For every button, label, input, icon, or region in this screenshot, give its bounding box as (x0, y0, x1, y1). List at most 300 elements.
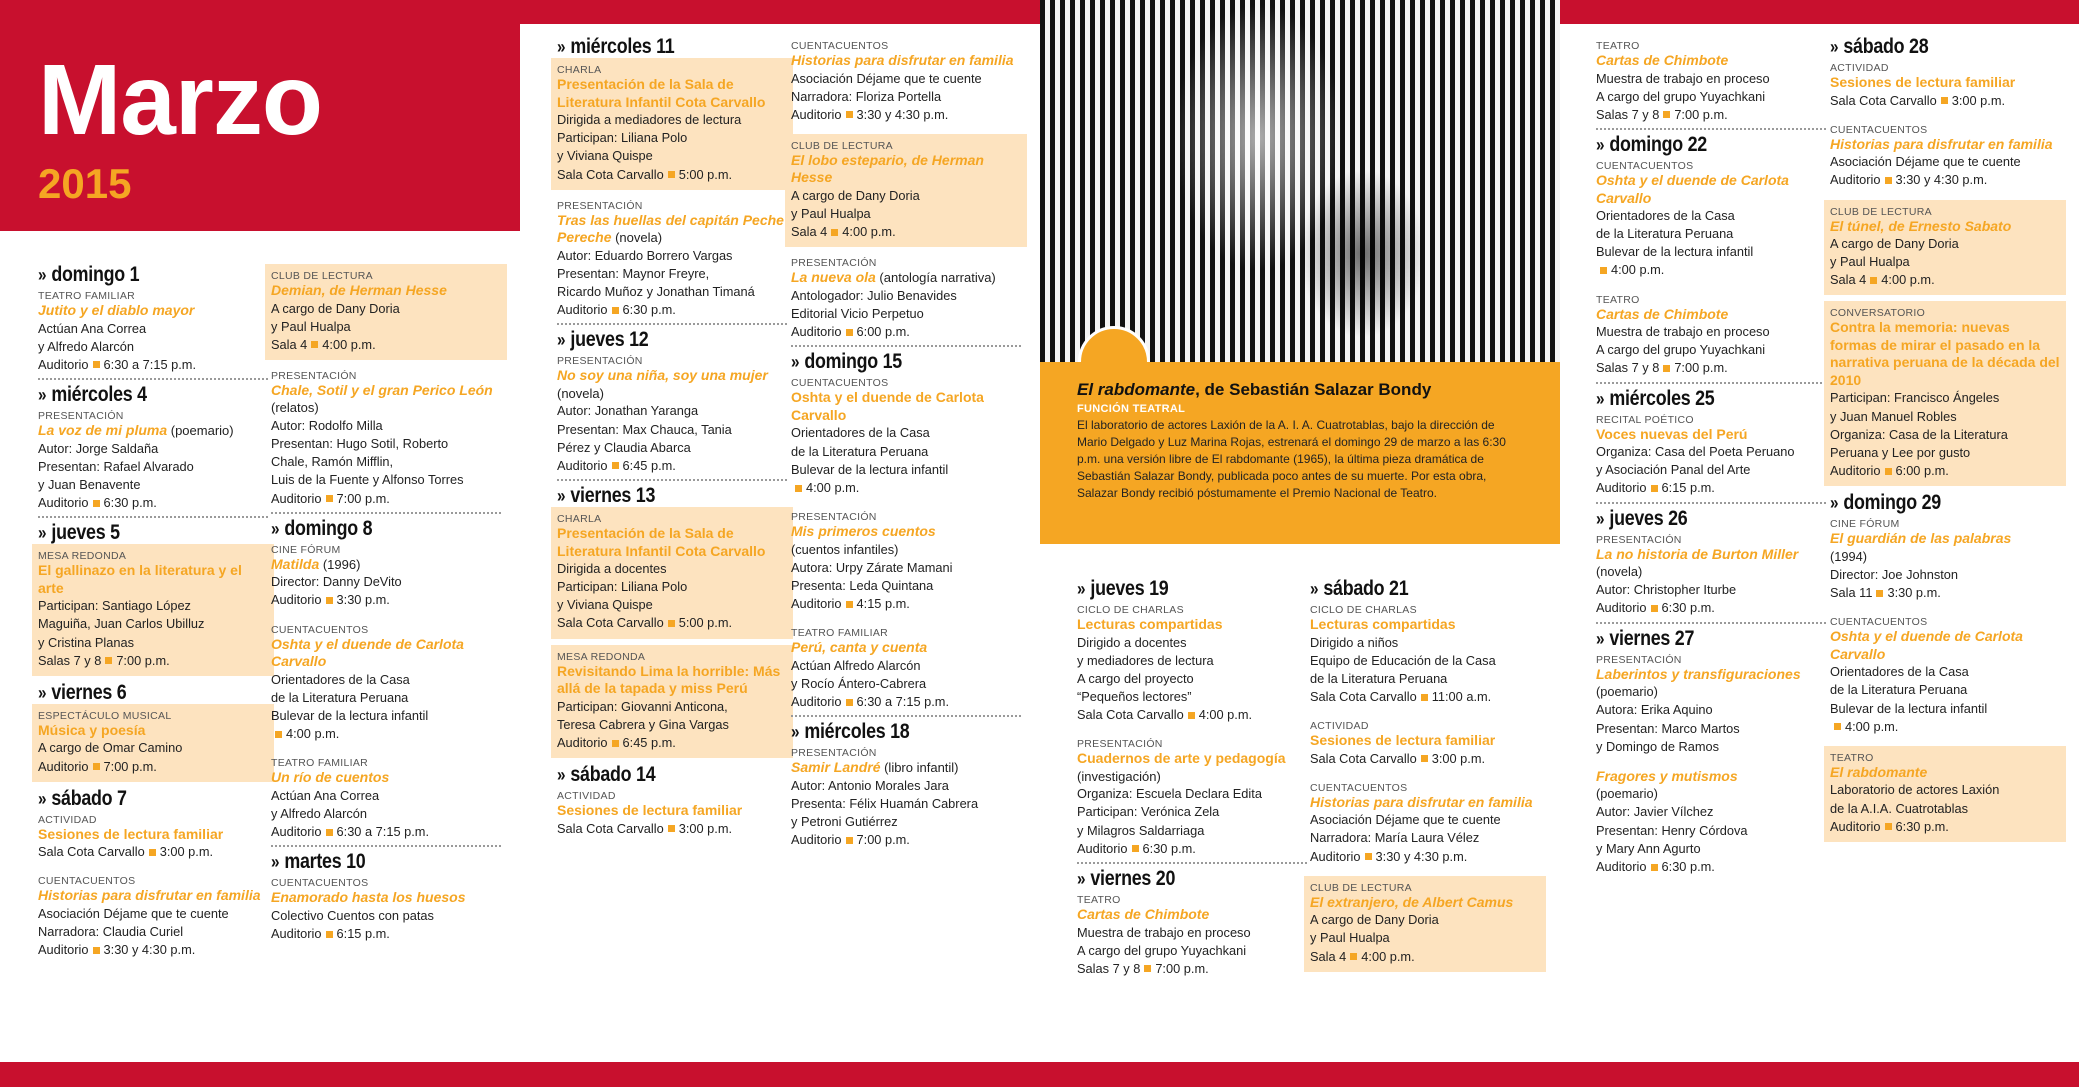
square-bullet-icon (612, 740, 619, 747)
event-title-text: El guardián de las palabras (1830, 530, 2012, 547)
day-heading (38, 788, 234, 810)
double-chevron-icon: » (1310, 579, 1319, 599)
event-title-text: Matilda (271, 555, 320, 572)
event-venue: Auditorio (271, 925, 322, 941)
event-venue: Sala Cota Carvallo (1830, 92, 1937, 108)
event-category: TEATRO FAMILIAR (271, 757, 369, 770)
event-category: CLUB DE LECTURA (1310, 881, 1412, 894)
event-item (1310, 778, 1540, 870)
event-title-text: Demian, de Herman Hesse (271, 282, 447, 298)
event-time: 3:00 p.m. (1951, 92, 2006, 108)
day-label: sábado 7 (51, 786, 127, 810)
event-title (1830, 530, 2060, 548)
event-time: 3:30 p.m. (336, 592, 390, 608)
double-chevron-icon: » (38, 265, 47, 285)
event-item (551, 645, 793, 758)
event-title (557, 367, 787, 402)
event-detail: Antologador: Julio Benavides (791, 287, 957, 303)
square-bullet-icon (1663, 365, 1670, 372)
event-title (557, 212, 787, 247)
square-bullet-icon (1188, 712, 1195, 719)
event-title (1310, 894, 1540, 912)
event-detail: Asociación Déjame que te cuente (791, 70, 982, 86)
day-label: miércoles 25 (1609, 386, 1715, 410)
event-time: 7:00 p.m. (103, 758, 157, 774)
event-detail: Muestra de trabajo en proceso (1077, 924, 1251, 940)
event-title-text: El túnel, de Ernesto Sabato (1830, 217, 2012, 234)
event-item (551, 507, 793, 639)
event-detail: Participan: Liliana Polo (557, 130, 688, 146)
event-detail: Autora: Urpy Zárate Mamani (791, 559, 953, 575)
event-item (791, 623, 1021, 717)
event-title-text: Fragores y mutismos (1596, 767, 1738, 784)
event-detail: A cargo del grupo Yuyachkani (1596, 88, 1766, 104)
square-bullet-icon (326, 597, 333, 604)
event-item (271, 753, 501, 847)
column-2 (271, 264, 501, 953)
event-title-text: Presentación de la Sala de Literatura Infantil Cota Carvallo (557, 525, 766, 559)
event-item (791, 743, 1021, 853)
event-time: 5:00 p.m. (678, 166, 733, 182)
event-detail: Bulevar de la lectura infantil (1830, 700, 1988, 716)
event-item (1310, 716, 1540, 772)
event-title-text: El rabdomante (1830, 763, 1928, 780)
event-venue-time (1596, 479, 1826, 497)
event-time: 6:30 p.m. (1895, 818, 1949, 834)
event-title (791, 52, 1021, 70)
event-detail: A cargo del proyecto (1077, 670, 1194, 686)
column-3 (557, 36, 787, 848)
event-detail: Asociación Déjame que te cuente (38, 905, 229, 921)
event-venue: Sala 4 (791, 224, 828, 240)
event-time: 6:30 p.m. (1661, 600, 1715, 616)
event-title (1310, 794, 1540, 812)
event-venue-time (1077, 840, 1307, 858)
event-detail: A cargo de Dany Doria (791, 187, 920, 203)
event-venue: Auditorio (1830, 172, 1881, 188)
event-venue-time (791, 831, 1021, 849)
event-category: PRESENTACIÓN (557, 199, 643, 212)
event-title (557, 802, 787, 820)
double-chevron-icon: » (271, 518, 280, 539)
event-category: CHARLA (557, 513, 602, 526)
event-detail: Autor: Jonathan Yaranga (557, 403, 699, 419)
event-category: PRESENTACIÓN (1596, 653, 1682, 666)
event-detail: y Alfredo Alarcón (271, 805, 368, 821)
event-item (1596, 530, 1826, 624)
event-category: PRESENTACIÓN (1077, 738, 1163, 751)
double-chevron-icon: » (557, 330, 566, 351)
day-label: viernes 27 (1609, 626, 1695, 650)
square-bullet-icon (1144, 965, 1151, 972)
event-title (271, 889, 501, 907)
event-category: PRESENTACIÓN (557, 355, 643, 368)
event-detail: “Pequeños lectores” (1077, 689, 1192, 705)
event-title-text: Cartas de Chimbote (1596, 305, 1729, 322)
event-venue-time (557, 166, 787, 184)
event-title-note: (investigación) (1077, 768, 1161, 784)
event-title-text: Historias para disfrutar en familia (791, 52, 1014, 68)
event-title-text: Perú, canta y cuenta (791, 639, 928, 656)
event-venue: Sala 4 (271, 336, 308, 352)
event-title (1596, 666, 1826, 684)
day-heading (1596, 388, 1792, 410)
event-title-text: Oshta y el duende de Carlota Carvallo (271, 635, 464, 670)
event-category: CICLO DE CHARLAS (1077, 604, 1184, 617)
event-title (271, 769, 501, 787)
event-title (557, 525, 787, 560)
square-bullet-icon (1885, 468, 1892, 475)
day-label: jueves 19 (1090, 577, 1169, 600)
event-venue-time (791, 479, 1021, 497)
poster-artwork (1040, 0, 1560, 362)
event-item (271, 620, 501, 748)
event-detail: Organiza: Casa de la Literatura (1830, 426, 2008, 442)
event-detail: A cargo del grupo Yuyachkani (1077, 942, 1247, 958)
event-title-text: Cuadernos de arte y pedagogía (1077, 750, 1286, 767)
event-detail: y Cristina Planas (38, 634, 135, 650)
event-category: CUENTACUENTOS (1310, 781, 1408, 794)
day-heading (1310, 578, 1506, 600)
square-bullet-icon (1421, 755, 1428, 762)
event-detail: (poemario) (1596, 684, 1658, 700)
double-chevron-icon: » (1596, 134, 1605, 155)
event-detail: Presentan: Hugo Sotil, Roberto (271, 436, 449, 452)
event-item (1830, 120, 2060, 194)
artwork-shading (1040, 0, 1560, 362)
event-venue: Auditorio (791, 694, 842, 710)
square-bullet-icon (612, 307, 619, 314)
day-label: domingo 22 (1609, 132, 1707, 156)
event-time: 4:00 p.m. (806, 479, 860, 495)
event-venue-time (1310, 750, 1540, 768)
event-item (557, 786, 787, 842)
spacer (38, 963, 268, 969)
column-8 (1830, 36, 2060, 848)
event-venue: Sala 11 (1830, 585, 1873, 601)
event-title-text: Cartas de Chimbote (1596, 52, 1729, 68)
event-title (791, 639, 1021, 657)
event-category: ACTIVIDAD (1830, 62, 1889, 75)
event-title-text: Cartas de Chimbote (1077, 906, 1210, 922)
event-title (271, 556, 501, 574)
event-title-text: La no historia de Burton Miller (1596, 545, 1799, 562)
event-category: CICLO DE CHARLAS (1310, 604, 1417, 617)
day-heading (38, 264, 234, 286)
event-time: 6:30 a 7:15 p.m. (856, 694, 949, 710)
event-detail: y Domingo de Ramos (1596, 738, 1720, 754)
event-title-text: Sesiones de lectura familiar (1830, 74, 2016, 91)
event-time: 4:00 p.m. (1198, 707, 1253, 723)
event-category: RECITAL POÉTICO (1596, 413, 1694, 426)
event-detail: de la Literatura Peruana (1310, 670, 1448, 686)
event-detail: Orientadores de la Casa (1596, 208, 1735, 224)
event-title-text: Historias para disfrutar en familia (1310, 793, 1533, 810)
double-chevron-icon: » (557, 765, 566, 786)
event-time: 3:30 y 4:30 p.m. (1375, 848, 1468, 864)
square-bullet-icon (846, 601, 853, 608)
feature-text: El laboratorio de actores Laxión de la A. I. A. Cuatrotablas, bajo la dirección de Mario Delgado y Luz Marina Rojas, estrenará el domingo 29 de marzo a las 6:30 p.m. una versión libre de El rabdomante (1965), la última pieza dramática de Sebastián Salazar Bondy, publicada poco antes de su muerte. Por esta obra, Salazar Bondy recibió póstumamente el Premio Nacional de Teatro. (1077, 418, 1506, 500)
event-category: CUENTACUENTOS (38, 875, 136, 888)
day-heading (1830, 492, 2026, 514)
event-venue: Sala Cota Carvallo (557, 615, 664, 631)
event-title-text: Samir Landré (791, 759, 881, 776)
event-item (38, 810, 268, 866)
day-heading (1830, 36, 2026, 58)
day-label: domingo 8 (284, 516, 373, 540)
square-bullet-icon (326, 931, 333, 938)
event-detail: Narradora: Claudia Curiel (38, 924, 184, 940)
event-detail: y Rocío Ántero-Cabrera (791, 675, 927, 691)
square-bullet-icon (1663, 111, 1670, 118)
double-chevron-icon: » (791, 352, 800, 373)
event-detail: Autor: Javier Vílchez (1596, 804, 1714, 820)
event-category: MESA REDONDA (38, 550, 127, 563)
event-title-text: Chale, Sotil y el gran Perico León (271, 381, 493, 398)
event-title (38, 562, 268, 597)
event-time: 6:45 p.m. (622, 734, 676, 750)
spacer (791, 853, 1021, 859)
square-bullet-icon (1651, 485, 1658, 492)
double-chevron-icon: » (791, 722, 800, 743)
event-venue: Auditorio (271, 490, 322, 506)
spacer (557, 842, 787, 848)
event-venue: Salas 7 y 8 (1596, 106, 1660, 122)
square-bullet-icon (105, 657, 112, 664)
double-chevron-icon: » (38, 523, 47, 544)
feature-title-italic: El rabdomante (1077, 380, 1196, 399)
event-category: TEATRO (1830, 751, 1874, 764)
event-detail: Autor: Rodolfo Milla (271, 417, 383, 433)
event-time: 4:15 p.m. (856, 596, 910, 612)
day-heading (38, 682, 234, 704)
event-title (1596, 546, 1826, 564)
event-detail: Asociación Déjame que te cuente (1310, 812, 1501, 828)
event-detail: Narradora: Floriza Portella (791, 88, 942, 104)
square-bullet-icon (326, 495, 333, 502)
event-item (1824, 200, 2066, 296)
square-bullet-icon (668, 620, 675, 627)
event-item (791, 253, 1021, 347)
event-detail: Autor: Antonio Morales Jara (791, 777, 949, 793)
event-venue-time (271, 591, 501, 609)
event-time: 7:00 p.m. (856, 832, 910, 848)
event-detail: Dirigida a docentes (557, 561, 667, 577)
column-1 (38, 264, 268, 969)
event-detail: Organiza: Escuela Declara Edita (1077, 786, 1262, 802)
event-detail: Orientadores de la Casa (791, 425, 930, 441)
square-bullet-icon (93, 500, 100, 507)
day-heading (38, 384, 234, 406)
event-title (791, 523, 1021, 541)
event-time: 7:00 p.m. (1674, 360, 1728, 376)
day-heading (1596, 134, 1792, 156)
day-label: viernes 13 (570, 483, 656, 507)
event-venue: Salas 7 y 8 (1596, 360, 1660, 376)
event-detail: y Paul Hualpa (791, 206, 871, 222)
event-venue: Sala Cota Carvallo (1310, 689, 1417, 705)
event-venue: Auditorio (1596, 600, 1647, 616)
double-chevron-icon: » (38, 788, 47, 809)
event-item (271, 366, 501, 514)
event-venue-time (791, 693, 1021, 711)
event-time: 3:30 p.m. (1887, 585, 1941, 601)
event-detail: y Viviana Quispe (557, 148, 653, 164)
day-heading (38, 522, 234, 544)
day-heading (1596, 508, 1792, 530)
event-time: 3:00 p.m. (159, 844, 214, 860)
event-title-text: No soy una niña, soy una mujer (557, 367, 768, 384)
event-venue-time (1596, 599, 1826, 617)
event-item (1830, 514, 2060, 606)
event-item (791, 373, 1021, 501)
event-detail: Laboratorio de actores Laxión (1830, 782, 2000, 798)
spacer (1596, 880, 1826, 886)
day-heading (557, 36, 753, 58)
event-category: CHARLA (557, 64, 602, 77)
event-venue-time (557, 301, 787, 319)
event-time: 7:00 p.m. (1674, 106, 1728, 122)
event-venue: Auditorio (791, 596, 842, 612)
event-detail: Presenta: Félix Huamán Cabrera (791, 795, 979, 811)
event-category: TEATRO (1596, 40, 1640, 52)
day-heading (1077, 578, 1273, 600)
event-title (557, 663, 787, 698)
event-detail: A cargo de Omar Camino (38, 740, 183, 756)
event-title-text: El extranjero, de Albert Camus (1310, 893, 1514, 910)
column-5 (1077, 578, 1307, 988)
event-detail: Maguiña, Juan Carlos Ubilluz (38, 616, 205, 632)
event-time: 3:00 p.m. (1431, 750, 1486, 766)
event-venue: Sala Cota Carvallo (557, 820, 664, 836)
event-detail: de la Literatura Peruana (791, 443, 929, 459)
event-venue: Sala Cota Carvallo (1310, 750, 1417, 766)
day-label: miércoles 18 (804, 720, 910, 744)
square-bullet-icon (1885, 823, 1892, 830)
event-category: ACTIVIDAD (557, 790, 616, 803)
event-detail: Autor: Christopher Iturbe (1596, 582, 1737, 598)
event-venue: Auditorio (38, 758, 89, 774)
event-category: MESA REDONDA (557, 650, 646, 663)
event-venue-time (271, 490, 501, 508)
event-detail: Narradora: María Laura Vélez (1310, 830, 1480, 846)
event-venue: Salas 7 y 8 (1077, 960, 1141, 976)
event-item (1310, 600, 1540, 710)
day-label: jueves 26 (1609, 506, 1688, 530)
event-category: PRESENTACIÓN (791, 747, 877, 760)
double-chevron-icon: » (1077, 579, 1086, 599)
event-title-text: La nueva ola (791, 269, 876, 286)
event-title-text: Lecturas compartidas (1310, 616, 1456, 633)
event-detail: Presentan: Henry Córdova (1596, 822, 1748, 838)
event-item (791, 36, 1021, 128)
event-item (1824, 746, 2066, 842)
event-title (1596, 306, 1826, 324)
event-time: 4:00 p.m. (1611, 262, 1665, 278)
month-title: Marzo (38, 44, 322, 156)
event-category: PRESENTACIÓN (791, 257, 877, 270)
event-detail: Actúan Ana Correa (271, 787, 380, 803)
event-detail: Equipo de Educación de la Casa (1310, 652, 1496, 668)
event-detail: y Juan Manuel Robles (1830, 408, 1957, 424)
event-category: CUENTACUENTOS (1830, 123, 1928, 136)
square-bullet-icon (795, 485, 802, 492)
event-title (791, 389, 1021, 424)
day-label: jueves 12 (570, 328, 649, 352)
event-category: PRESENTACIÓN (271, 369, 357, 382)
event-venue: Auditorio (1596, 480, 1647, 496)
event-item (32, 704, 274, 782)
event-title (1596, 768, 1826, 786)
event-venue-time (271, 823, 501, 841)
event-title-text: Música y poesía (38, 721, 146, 738)
event-venue: Auditorio (1830, 818, 1881, 834)
event-venue-time (791, 595, 1021, 613)
event-venue: Auditorio (38, 356, 89, 372)
event-detail: Dirigida a mediadores de lectura (557, 112, 742, 128)
event-title-note: (novela) (557, 385, 604, 401)
event-title (1830, 74, 2060, 92)
square-bullet-icon (1350, 953, 1357, 960)
event-detail: Colectivo Cuentos con patas (271, 907, 434, 923)
event-venue-time (557, 734, 787, 752)
square-bullet-icon (1651, 605, 1658, 612)
event-venue-time (1830, 171, 2060, 189)
event-detail: y Viviana Quispe (557, 597, 653, 613)
event-detail: Presentan: Rafael Alvarado (38, 458, 194, 474)
event-title (557, 76, 787, 111)
day-label: sábado 21 (1323, 577, 1409, 600)
event-detail: Chale, Ramón Mifflin, (271, 454, 394, 470)
event-venue: Sala Cota Carvallo (1077, 707, 1184, 723)
event-venue-time (1596, 106, 1826, 124)
year-title: 2015 (38, 160, 132, 207)
event-detail: Presentan: Max Chauca, Tania (557, 421, 732, 437)
event-venue-time (1310, 848, 1540, 866)
event-venue: Auditorio (791, 324, 842, 340)
double-chevron-icon: » (271, 852, 280, 873)
event-venue-time (271, 336, 501, 354)
event-detail: (poemario) (1596, 786, 1658, 802)
square-bullet-icon (668, 825, 675, 832)
event-detail: (cuentos infantiles) (791, 541, 899, 557)
event-detail: Director: Danny DeVito (271, 574, 402, 590)
feature-box (1040, 362, 1560, 544)
event-venue-time (1310, 948, 1540, 966)
event-venue-time (1596, 359, 1826, 377)
column-7 (1596, 36, 1826, 886)
day-label: miércoles 4 (51, 383, 147, 407)
event-detail: y Mary Ann Agurto (1596, 840, 1701, 856)
double-chevron-icon: » (1830, 493, 1839, 514)
event-title (1310, 732, 1540, 750)
event-detail: Peruana y Lee por gusto (1830, 444, 1971, 460)
event-venue-time (1830, 271, 2060, 289)
event-time: 6:30 a 7:15 p.m. (336, 824, 429, 840)
square-bullet-icon (326, 829, 333, 836)
event-detail: de la A.I.A. Cuatrotablas (1830, 800, 1969, 816)
event-item (551, 58, 793, 190)
event-category: CINE FÓRUM (1830, 518, 1900, 531)
day-heading (1077, 868, 1273, 890)
event-detail: Organiza: Casa del Poeta Peruano (1596, 444, 1795, 460)
event-title-text: Jutito y el diablo mayor (38, 302, 195, 319)
event-detail: Participan: Santiago López (38, 598, 191, 614)
event-detail: Autor: Eduardo Borrero Vargas (557, 247, 733, 263)
event-venue-time (557, 820, 787, 838)
event-time: 7:00 p.m. (1155, 960, 1209, 976)
event-item (271, 873, 501, 947)
